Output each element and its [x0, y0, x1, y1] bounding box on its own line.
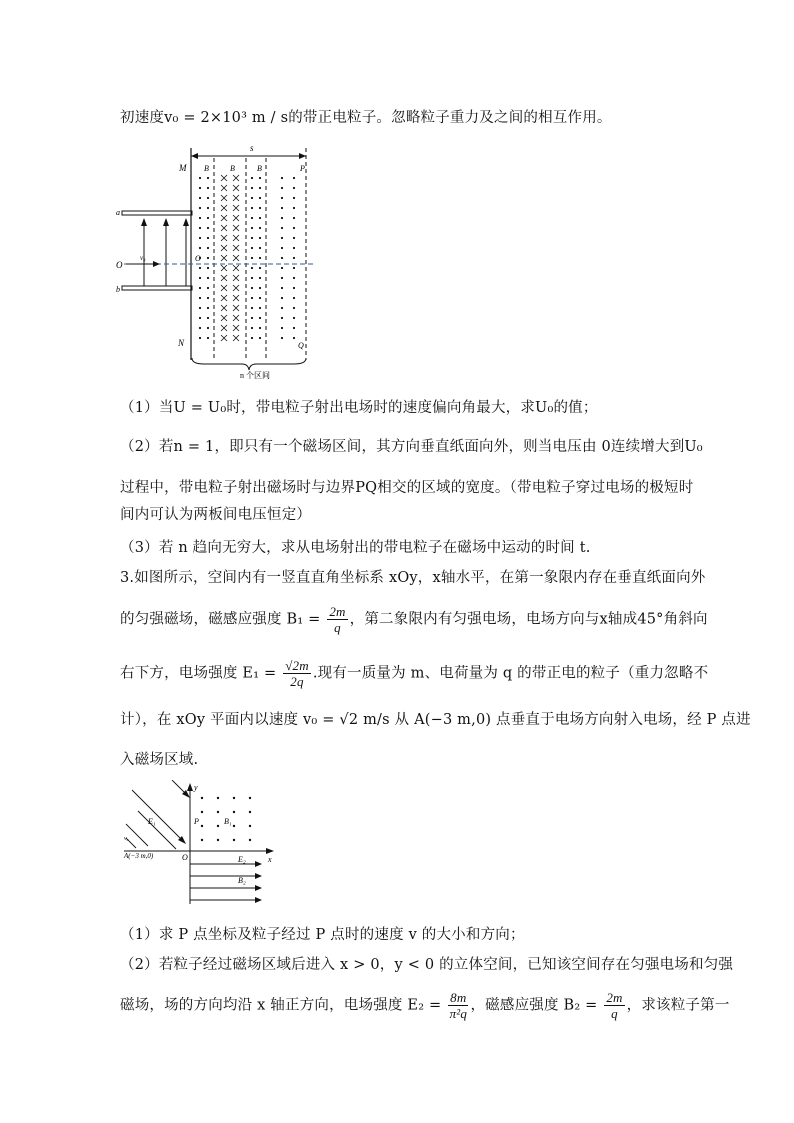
svg-text:b: b: [116, 285, 120, 294]
svg-text:O: O: [195, 254, 201, 263]
svg-text:A(−3 m,0): A(−3 m,0): [124, 852, 154, 860]
field-dot-out: [207, 287, 209, 289]
p3-question-1: （1）求 P 点坐标及粒子经过 P 点时的速度 v 的大小和方向；: [120, 927, 525, 943]
field-dot-out: [199, 317, 201, 319]
field-dot-out: [233, 811, 235, 813]
field-dot-out: [259, 307, 261, 309]
field-dot-out: [259, 247, 261, 249]
field-dot-out: [251, 317, 253, 319]
field-dot-out: [251, 237, 253, 239]
fraction-b2: $\frac{2m}{q}$: [606, 990, 623, 1021]
field-dot-out: [293, 327, 295, 329]
field-dot-out: [207, 327, 209, 329]
field-dot-out: [281, 247, 283, 249]
field-dot-out: [207, 257, 209, 259]
field-dot-out: [201, 797, 203, 799]
field-dot-out: [233, 797, 235, 799]
field-dot-out: [207, 187, 209, 189]
p3-stem-line3: 右下方，电场强度 E₁ = $\frac{√2m}{2q}$ .现有一质量为 m、电荷量为 q 的带正电的粒子（重力忽略不: [120, 658, 709, 689]
field-dot-out: [251, 267, 253, 269]
field-dot-out: [259, 277, 261, 279]
problem2-intro: 初速度v₀ = 2×10³ m / s的带正电粒子。忽略粒子重力及之间的相互作用。: [120, 110, 612, 126]
svg-text:N: N: [178, 338, 185, 348]
field-dot-out: [251, 247, 253, 249]
field-dot-out: [199, 207, 201, 209]
field-dot-out: [293, 277, 295, 279]
field-dot-out: [207, 297, 209, 299]
p3-question-2-line2: 磁场，场的方向均沿 x 轴正方向，电场强度 E₂ = $\frac{8m}{\text{π²q}}$ ，磁感应强度 B₂ = $\frac{2m}{q}$ ，求该粒子第一: [120, 990, 730, 1021]
field-dot-out: [259, 337, 261, 339]
field-dot-out: [293, 307, 295, 309]
field-dot-out: [199, 187, 201, 189]
svg-text:O: O: [116, 260, 123, 270]
field-dot-out: [259, 217, 261, 219]
svg-text:P: P: [194, 817, 199, 826]
field-dot-out: [281, 297, 283, 299]
field-dot-out: [207, 227, 209, 229]
field-dot-out: [249, 811, 251, 813]
field-dot-out: [293, 297, 295, 299]
field-dot-out: [249, 797, 251, 799]
fraction-e1: $\frac{√2m}{2q}$: [285, 658, 309, 689]
field-dot-out: [259, 227, 261, 229]
field-dot-out: [251, 207, 253, 209]
field-dot-out: [199, 247, 201, 249]
field-dot-out: [293, 237, 295, 239]
p2-question-1: （1）当U = U₀时，带电粒子射出电场时的速度偏向角最大，求U₀的值；: [120, 400, 598, 416]
field-dot-out: [207, 267, 209, 269]
field-dot-out: [199, 327, 201, 329]
svg-text:y: y: [194, 783, 198, 792]
field-dot-out: [217, 797, 219, 799]
p2-question-2-line1: （2）若n = 1，即只有一个磁场区间，其方向垂直纸面向外，则当电压由 0连续增大到U₀: [120, 439, 703, 455]
field-dot-out: [293, 227, 295, 229]
field-dot-out: [207, 177, 209, 179]
field-dot-out: [251, 337, 253, 339]
field-dot-out: [207, 247, 209, 249]
field-dot-out: [281, 277, 283, 279]
fraction-e2: $\frac{8m}{\text{π²q}}$: [449, 990, 468, 1021]
field-dot-out: [217, 811, 219, 813]
field-dot-out: [259, 207, 261, 209]
figure-magnetic-intervals: [114, 140, 324, 380]
field-dot-out: [259, 297, 261, 299]
field-dot-out: [259, 287, 261, 289]
field-dot-out: [281, 327, 283, 329]
field-dot-out: [199, 217, 201, 219]
field-dot-out: [281, 237, 283, 239]
field-dot-out: [199, 287, 201, 289]
field-dot-out: [259, 267, 261, 269]
field-dot-out: [281, 187, 283, 189]
field-dot-out: [251, 187, 253, 189]
field-dot-out: [259, 197, 261, 199]
field-dot-out: [251, 197, 253, 199]
svg-text:a: a: [116, 208, 120, 217]
field-dot-out: [199, 227, 201, 229]
field-dot-out: [281, 177, 283, 179]
field-dot-out: [281, 257, 283, 259]
field-dot-out: [293, 317, 295, 319]
field-dot-out: [281, 217, 283, 219]
p3-stem-line2: 的匀强磁场，磁感应强度 B₁ = $\frac{2m}{q}$ ，第二象限内有匀强电场，电场方向与x轴成45°角斜向: [120, 604, 708, 635]
svg-text:n 个区间: n 个区间: [240, 371, 270, 380]
field-dot-out: [201, 839, 203, 841]
field-dot-out: [281, 337, 283, 339]
p3-stem-line4: 计），在 xOy 平面内以速度 v₀ = √2 m/s 从 A(−3 m,0) 点垂直于电场方向射入电场，经 P 点进: [120, 712, 751, 728]
field-dot-out: [293, 287, 295, 289]
field-dot-out: [207, 197, 209, 199]
field-dot-out: [199, 337, 201, 339]
field-dot-out: [207, 277, 209, 279]
svg-text:O: O: [182, 853, 188, 862]
field-dot-out: [199, 297, 201, 299]
field-dot-out: [249, 825, 251, 827]
field-dot-out: [199, 267, 201, 269]
field-dot-out: [293, 247, 295, 249]
svg-text:Q: Q: [298, 341, 304, 350]
field-dot-out: [207, 217, 209, 219]
svg-text:P: P: [300, 164, 305, 173]
svg-text:v₀: v₀: [140, 254, 146, 262]
p3-question-2-line1: （2）若粒子经过磁场区域后进入 x > 0，y < 0 的立体空间，已知该空间存在匀强电场和匀强: [120, 957, 734, 973]
field-dot-out: [207, 237, 209, 239]
field-dot-out: [251, 257, 253, 259]
field-dot-out: [251, 277, 253, 279]
field-dot-out: [251, 287, 253, 289]
svg-text:B: B: [257, 164, 262, 173]
field-dot-out: [281, 207, 283, 209]
p2-question-2-line2: 过程中，带电粒子射出磁场时与边界PQ相交的区域的宽度。（带电粒子穿过电场的极短时: [120, 480, 694, 496]
field-dot-out: [251, 297, 253, 299]
field-dot-out: [259, 327, 261, 329]
svg-text:v₀: v₀: [124, 836, 129, 842]
field-dot-out: [199, 197, 201, 199]
figure-coordinate-fields: [118, 780, 278, 912]
field-dot-out: [217, 839, 219, 841]
field-dot-out: [207, 307, 209, 309]
fraction-b1: $\frac{2m}{q}$: [329, 604, 346, 635]
svg-text:B₂: B₂: [238, 876, 246, 885]
field-dot-out: [251, 217, 253, 219]
field-dot-out: [281, 287, 283, 289]
field-dot-out: [217, 825, 219, 827]
field-dot-out: [293, 217, 295, 219]
field-dot-out: [251, 177, 253, 179]
p2-question-2-line3: 间内可认为两板间电压恒定）: [120, 507, 312, 523]
svg-text:x: x: [268, 855, 272, 864]
svg-text:s: s: [250, 143, 254, 153]
field-dot-out: [281, 307, 283, 309]
field-dot-out: [293, 257, 295, 259]
field-dot-out: [281, 317, 283, 319]
field-dot-out: [281, 227, 283, 229]
p2-question-3: （3）若 n 趋向无穷大，求从电场射出的带电粒子在磁场中运动的时间 t.: [120, 540, 591, 556]
svg-text:M: M: [179, 163, 187, 173]
svg-text:B: B: [230, 164, 235, 173]
svg-text:E₂: E₂: [238, 855, 246, 864]
svg-text:B₁: B₁: [224, 817, 232, 826]
field-dot-out: [199, 277, 201, 279]
field-dot-out: [293, 187, 295, 189]
field-dot-out: [259, 187, 261, 189]
field-dot-out: [281, 197, 283, 199]
field-dot-out: [281, 267, 283, 269]
field-dot-out: [259, 317, 261, 319]
field-dot-out: [207, 207, 209, 209]
field-dot-out: [201, 811, 203, 813]
field-dot-out: [293, 177, 295, 179]
field-dot-out: [207, 337, 209, 339]
field-dot-out: [293, 337, 295, 339]
svg-text:B: B: [204, 164, 209, 173]
field-dot-out: [251, 307, 253, 309]
svg-text:E₁: E₁: [148, 817, 156, 826]
field-dot-out: [199, 307, 201, 309]
field-dot-out: [293, 197, 295, 199]
field-dot-out: [259, 177, 261, 179]
field-dot-out: [233, 839, 235, 841]
field-dot-out: [259, 237, 261, 239]
field-dot-out: [251, 327, 253, 329]
field-dot-out: [207, 317, 209, 319]
field-dot-out: [293, 207, 295, 209]
field-dot-out: [199, 177, 201, 179]
field-dot-out: [201, 825, 203, 827]
field-dot-out: [293, 267, 295, 269]
field-dot-out: [259, 257, 261, 259]
field-dot-out: [199, 237, 201, 239]
field-dot-out: [249, 839, 251, 841]
p3-stem-line5: 入磁场区域.: [120, 752, 199, 768]
field-dot-out: [251, 227, 253, 229]
field-dot-out: [233, 825, 235, 827]
p3-stem-line1: 3.如图所示，空间内有一竖直直角坐标系 xOy，x轴水平，在第一象限内存在垂直纸面向外: [120, 570, 706, 586]
